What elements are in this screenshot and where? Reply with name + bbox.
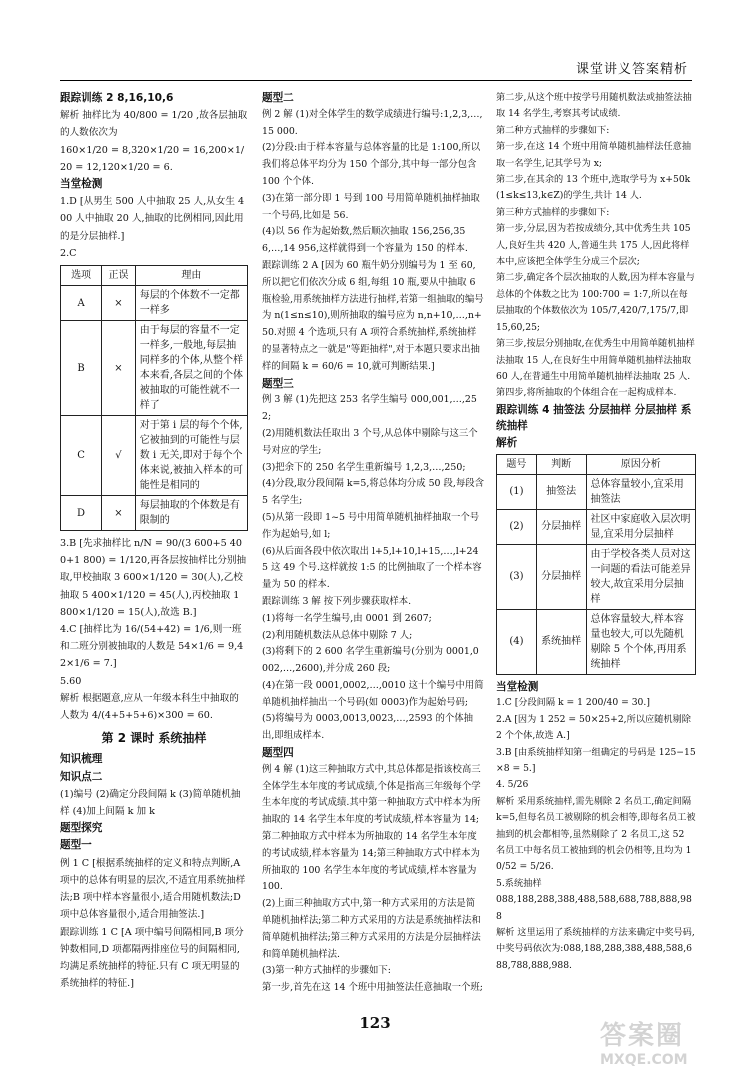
paragraph: (3)在第一部分即 1 号到 100 号用简单随机抽样抽取一个号码,比如是 56. [262,192,480,221]
table-cell: D [61,496,102,531]
table-cell: (2) [497,509,537,544]
table-header: 判断 [536,454,586,474]
paragraph: 第四步,将所抽取的个体组合在一起构成样本. [496,387,677,399]
table-cell: × [102,496,136,531]
table-cell: 社区中家庭收入层次明显,宜采用分层抽样 [586,509,695,544]
explanation: 解析 抽样比为 40/800 = 1/20 ,故各层抽取的人数依次为 [60,110,248,139]
table-cell: 对于第 i 层的每个个体,它被抽到的可能性与层数 i 无关,即对于每个个体来说,被抽入样本的可能性是相同的 [135,416,247,496]
answer-1: 1.D [从男生 500 人中抽取 25 人,从女生 400 人中抽取 20 人,抽取的比例相同,因此用的是分层抽样.] [60,196,245,242]
paragraph: 3.B [由系统抽样知第一组确定的号码是 125−15×8 = 5.] [496,746,696,774]
table-cell: (4) [497,609,537,674]
paragraph: 解析 采用系统抽样,需先剔除 2 名员工,确定间隔 k=5,但每名员工被剔除的机会相等,即每名员工被抽到的机会都相等,虽然剔除了 2 名员工,这 52 名员工中每名员工被抽到的机会仍相等,且均为 10/52 = 5/26. [496,795,696,873]
paragraph: 第一步,在这 14 个班中用简单随机抽样法任意抽取一名学生,记其学号为 x; [496,141,692,169]
paragraph: 第三种方式抽样的步骤如下: [496,206,610,218]
table-cell: 分层抽样 [536,509,586,544]
table-cell: B [61,321,102,416]
column-1 [60,90,248,992]
table-header: 选项 [61,266,102,286]
paragraph: (2)用随机数法任取出 3 个号,从总体中剔除与这三个号对应的学生; [262,427,478,456]
paragraph: 第二步,从这个班中按学号用随机数法或抽签法抽取 14 名学生,考察其考试成绩. [496,92,692,120]
table-cell: 每层的个体数不一定都一样多 [135,286,247,321]
watermark-logo [600,1015,726,1067]
paragraph: 例 4 解 (1)这三种抽取方式中,其总体都是指该校高三全体学生本年度的考试成绩,个体是指高三年级每个学生本年度的考试成绩.其中第一种抽取方式中样本为所抽取的 14 名学生本年度的考试成绩,样本容量为 14;第二种抽取方式中样本为所抽取的 14 名学生本年度的考试成绩,样本容量为 14;第三种抽取方式中样本为所抽取的 100 名学生本年度的考试成绩,样本容量为 100. [262,763,481,893]
table-header: 原因分析 [586,454,695,474]
answer-5: 5.60 [60,675,82,687]
section-heading: 当堂检测 [60,178,103,191]
table-cell: × [102,321,136,416]
paragraph: (3)把余下的 250 名学生重新编号 1,2,3,…,250; [262,461,466,473]
answer-2: 2.C [60,247,77,259]
paragraph: (6)从后面各段中依次取出 l+5,l+10,l+15,…,l+245 这 49 个号.这样就按 1:5 的比例抽取了一个样本容量为 50 的样本. [262,545,482,591]
answer-4: 4.C [抽样比为 16/(54+42) = 1/6,则一班和二班分别被抽取的人数是 54×1/6 = 9,42×1/6 = 7.] [60,624,244,670]
paragraph: (2)分段:由于样本容量与总体容量的比是 1:100,所以我们将总体平均分为 150 个部分,其中每一部分包含 100 个个体. [262,142,481,187]
training-4-answer: 跟踪训练 4 抽签法 分层抽样 分层抽样 系统抽样 [496,403,692,433]
table-row [497,544,696,609]
knowledge-answer: (1)编号 (2)确定分段间隔 k (3)简单随机抽样 (4)加上间隔 k 加 k [60,788,241,818]
section-heading: 题型三 [262,377,294,390]
training-2-answer: 跟踪训练 2 8,16,10,6 [60,92,174,104]
table-row [497,474,696,509]
example-1: 例 1 C [根据系统抽样的定义和特点判断,A 项中的总体有明显的层次,不适宜用系统抽样法;B 项中样本容量很小,适合用随机数法;D 项中总体容量很小,适合用抽签法.] [60,857,246,921]
section-heading: 知识梳理 [60,753,103,766]
table-row [497,509,696,544]
section-heading: 题型一 [60,839,92,852]
section-heading: 题型二 [262,92,294,104]
paragraph: (4)以 56 作为起始数,然后顺次抽取 156,256,356,…,14 956,这样就得到一个容量为 150 的样本. [262,226,468,255]
answer-3: 3.B [先求抽样比 n/N = 90/(3 600+5 400+1 800) = 1/120,再各层按抽样比分别抽取,甲校抽取 3 600×1/120 = 30(人),乙校抽取 5 400×1/120 = 45(人),丙校抽取 1 800×1/120 = 15(人),故选 B.] [60,538,247,618]
paragraph: 5.系统抽样 [496,877,542,889]
paragraph: 第三步,按层分别抽取,在优秀生中用简单随机抽样法抽取 15 人,在良好生中用简单随机抽样法抽取 60 人,在普通生中用简单随机抽样法抽取 25 人. [496,338,695,382]
table-row [61,321,248,416]
paragraph: (5)从第一段即 1~5 号中用简单随机抽样抽取一个号作为起始号,如 l; [262,511,480,540]
section-heading: 题型四 [262,747,294,760]
table-cell: √ [102,416,136,496]
page-number: 123 [359,1014,391,1032]
watermark-url: MXQE.COM [600,1052,688,1068]
section-heading: 当堂检测 [496,680,539,693]
table-cell: 总体容量较大,样本容量也较大,可以先随机剔除 5 个个体,再用系统抽样 [586,609,695,674]
table-cell: 系统抽样 [536,609,586,674]
paragraph: 2.A [因为 1 252 = 50×25+2,所以应随机剔除 2 个个体,故选 A.] [496,713,691,742]
paragraph: (4)分段,取分段间隔 k=5,将总体均分成 50 段,每段含 5 名学生; [262,478,484,507]
table-row [497,609,696,674]
column-3 [496,90,696,974]
paragraph: 第二种方式抽样的步骤如下: [496,124,610,136]
table-cell: (1) [497,474,537,509]
paragraph: 第一步,分层,因为若按成绩分,其中优秀生共 105 人,良好生共 420 人,普通生共 175 人,因此将样本中,应该把全体学生分成三个层次; [496,223,691,268]
running-header: 课堂讲义答案精析 [575,62,688,77]
section-heading: 知识点二 [60,770,103,783]
paragraph: (5)将编号为 0003,0013,0023,…,2593 的个体抽出,即组成样本. [262,713,473,742]
paragraph: 1.C [分段间隔 k = 1 200/40 = 30.] [496,697,650,709]
table-row [61,496,248,531]
table-cell: 每层抽取的个体数是有限制的 [135,496,247,531]
header-rule [60,80,692,81]
option-analysis-table [60,265,248,531]
table-cell: C [61,416,102,496]
table-cell: 由于学校各类人员对这一问题的看法可能差异较大,故宜采用分层抽样 [586,544,695,609]
paragraph: 例 2 解 (1)对全体学生的数学成绩进行编号:1,2,3,…,15 000. [262,108,483,137]
table-cell: 总体容量较小,宜采用抽签法 [586,474,695,509]
paragraph: 解析 这里运用了系统抽样的方法来确定中奖号码,中奖号码依次为:088,188,288,388,488,588,688,788,888,988. [496,927,695,971]
paragraph: 4. 5/26 [496,779,529,791]
watermark-text: 答案圈 [600,1021,685,1051]
table-cell: × [102,286,136,321]
paragraph: (3)第一种方式抽样的步骤如下: [262,965,391,977]
column-2 [262,90,484,997]
table-header: 正误 [102,266,136,286]
paragraph: (3)将剩下的 2 600 名学生重新编号(分别为 0001,0002,…,2600),并分成 260 段; [262,646,479,675]
paragraph: (4)在第一段 0001,0002,…,0010 这十个编号中用简单随机抽样抽出一个号码(如 0003)作为起始号码; [262,679,484,708]
table-cell: 由于每层的容量不一定一样多,一般地,每层抽同样多的个体,从整个样本来看,各层之间的个体被抽取的可能性就不一样了 [135,321,247,416]
paragraph: 088,188,288,388,488,588,688,788,888,988 [496,894,692,922]
table-row [61,286,248,321]
sampling-method-table [496,454,696,675]
section-heading: 题型探究 [60,822,103,835]
table-cell: 抽签法 [536,474,586,509]
table-header: 题号 [497,454,537,474]
paragraph: (2)利用随机数法从总体中剔除 7 人; [262,629,413,641]
table-cell: 分层抽样 [536,544,586,609]
paragraph: (2)上面三种抽取方式中,第一种方式采用的方法是简单随机抽样法;第二种方式采用的方法是系统抽样法和简单随机抽样法;第三种方式采用的方法是分层抽样法和简单随机抽样法. [262,898,481,960]
section-heading: 解析 [496,436,518,449]
table-cell: (3) [497,544,537,609]
table-row [61,416,248,496]
paragraph: 第二步,在其余的 13 个班中,选取学号为 x+50k(1≤k≤13,k∈Z)的学生,共计 14 人. [496,174,691,202]
lesson-title: 第 2 课时 系统抽样 [101,731,207,746]
explanation: 解析 根据题意,应从一年级本科生中抽取的人数为 4/(4+5+5+6)×300 = 60. [60,692,239,722]
paragraph: 第二步,确定各个层次抽取的人数,因为样本容量与总体的个体数之比为 100:700 = 1:7,所以在每层抽取的个体数依次为 105/7,420/7,175/7,即 15,60,25; [496,272,695,333]
paragraph: 跟踪训练 2 A [因为 60 瓶牛奶分别编号为 1 至 60,所以把它们依次分成 6 组,每组 10 瓶,要从中抽取 6 瓶检验,用系统抽样方法进行抽样,若第一组抽取的编号为 n(1≤n≤10),则所抽取的编号应为 n,n+10,…,n+50.对照 4 个选项,只有 A 项符合系统抽样,系统抽样的显著特点之一就是"等距抽样",对于本题只要求出抽样的间隔 k = 60/6 = 10,就可判断结果.] [262,259,484,372]
training-1: 跟踪训练 1 C [A 项中编号间隔相同,B 项分钟数相同,D 项都隔两排座位号的间隔相同,均满足系统抽样的特征.只有 C 项无明显的系统抽样的特征.] [60,926,244,990]
table-cell: A [61,286,102,321]
calculation: 160×1/20 = 8,320×1/20 = 16,200×1/20 = 12,120×1/20 = 6. [60,144,245,173]
paragraph: 第一步,首先在这 14 个班中用抽签法任意抽取一个班; [262,982,483,994]
table-header-row [497,454,696,474]
table-header-row [61,266,248,286]
paragraph: (1)将每一名学生编号,由 0001 到 2607; [262,612,432,624]
paragraph: 例 3 解 (1)先把这 253 名学生编号 000,001,…,252; [262,394,477,423]
table-header: 理由 [135,266,247,286]
paragraph: 跟踪训练 3 解 按下列步骤获取样本. [262,595,412,607]
